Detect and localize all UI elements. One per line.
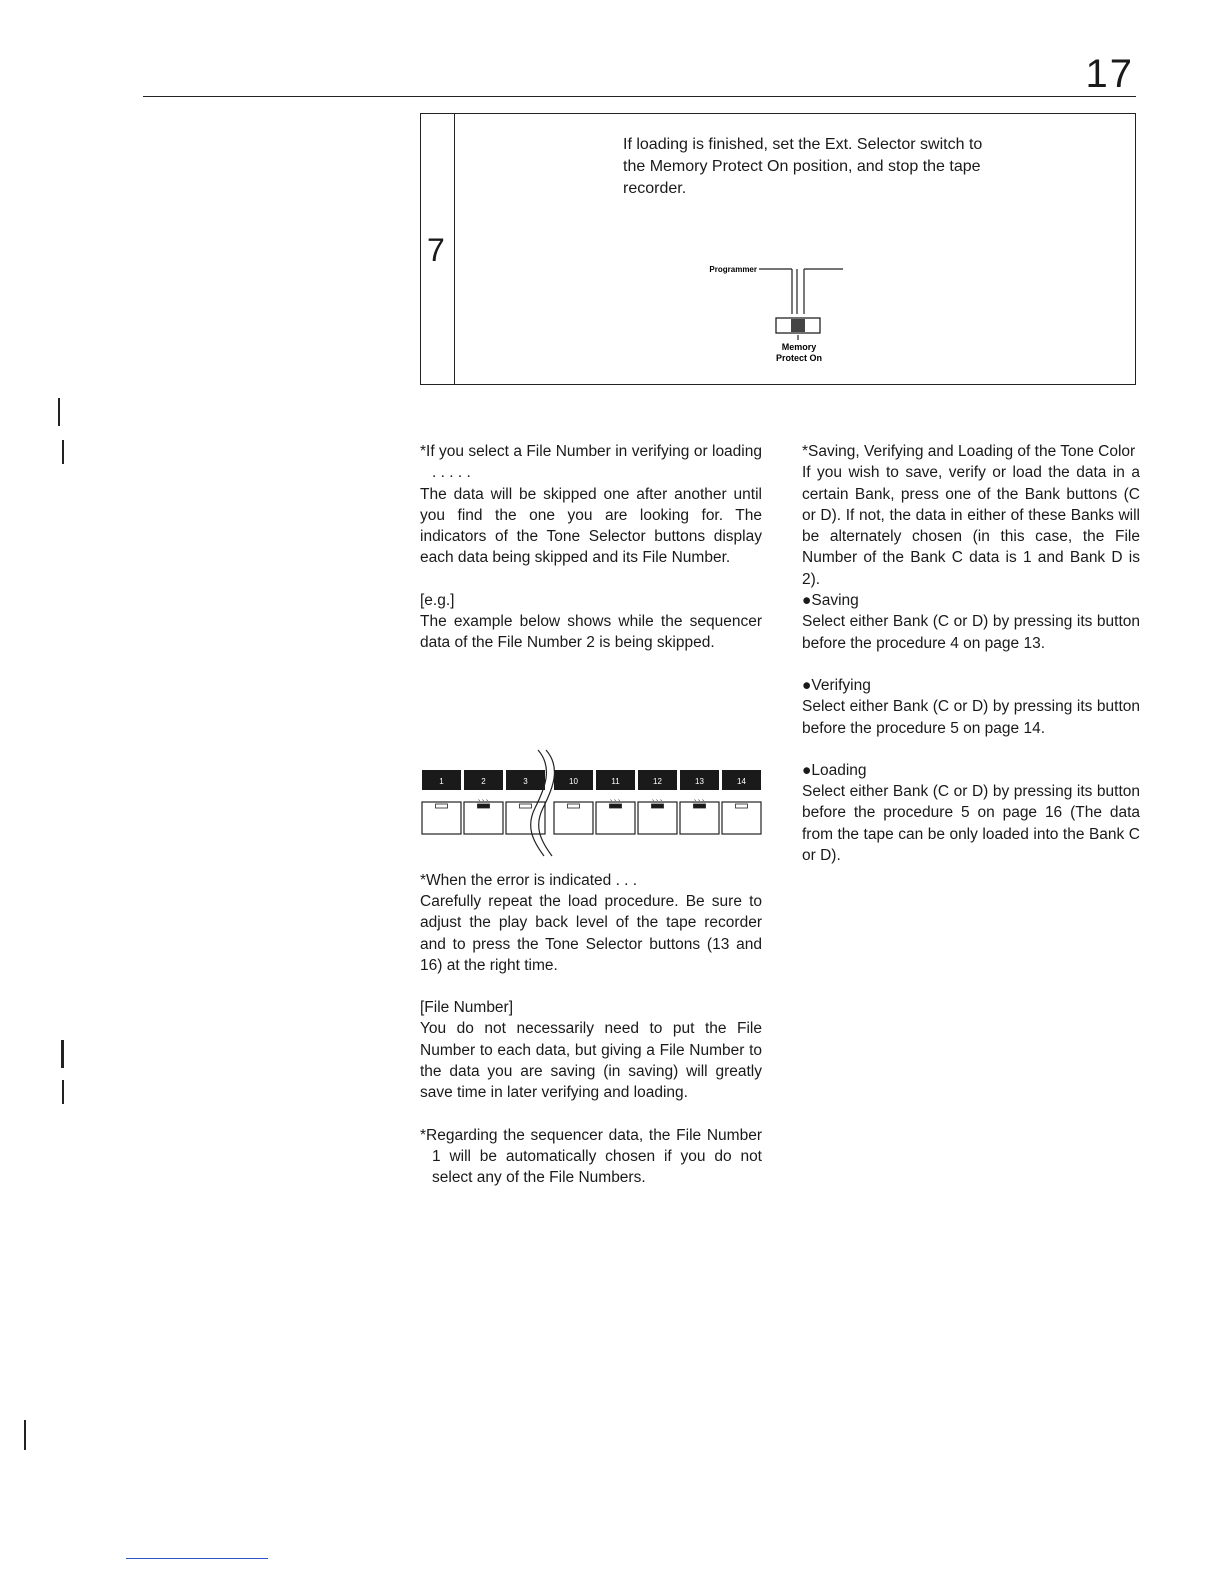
verifying-body: Select either Bank (C or D) by pressing its button before the procedure 5 on page 14. xyxy=(802,698,1140,737)
tone-selector-number: 14 xyxy=(737,777,746,786)
saving-title: ●Saving xyxy=(802,592,859,610)
page-number: 17 xyxy=(1085,52,1134,96)
memory-protect-switch-figure xyxy=(701,256,881,366)
margin-mark xyxy=(62,440,64,464)
footer-rule xyxy=(126,1558,268,1559)
file-number-body: You do not necessarily need to put the File Number to each data, but giving a File Number to the data you are saving (in saving) will greatly save time in later verifying and loading. xyxy=(420,1020,762,1102)
example-body: The example below shows while the sequencer data of the File Number 2 is being skipped. xyxy=(420,613,762,652)
tone-selector-number: 3 xyxy=(523,777,528,786)
tone-selector-figure xyxy=(420,748,765,858)
spacer xyxy=(802,654,1140,675)
margin-mark xyxy=(24,1420,26,1450)
step-text: If loading is finished, set the Ext. Selector switch to the Memory Protect On position, and stop the tape recorder. xyxy=(623,136,983,197)
tone-selector-number: 1 xyxy=(439,777,444,786)
spacer xyxy=(420,976,762,997)
spacer xyxy=(802,739,1140,760)
step-box xyxy=(420,113,1136,385)
memory-label: Memory xyxy=(781,342,817,352)
right-column xyxy=(802,441,1140,866)
tone-color-body: If you wish to save, verify or load the data in a certain Bank, press one of the Bank buttons (C or D). If not, the data in either of these Banks will be alternately chosen (in this case, the File Number of the Bank C data is 1 and Bank D is 2). xyxy=(802,464,1140,588)
tone-selector-led xyxy=(694,804,706,808)
led-blink-icon: ˎˎˎ xyxy=(693,792,706,801)
spacer xyxy=(420,1104,762,1125)
tone-selector-led xyxy=(520,804,532,808)
tone-selector-led xyxy=(568,804,580,808)
file-number-note-body: The data will be skipped one after another until you find the one you are looking for. The indicators of the Tone Selector buttons display each data being skipped and its File Number. xyxy=(420,485,762,567)
margin-mark xyxy=(61,1040,64,1068)
margin-mark xyxy=(58,398,60,426)
step-number: 7 xyxy=(427,232,445,268)
tone-selector-number: 2 xyxy=(481,777,486,786)
spacer xyxy=(420,569,762,590)
protect-on-label: Protect On xyxy=(775,353,823,363)
tone-selector-number: 13 xyxy=(695,777,704,786)
led-blink-icon: ˎˎˎ xyxy=(477,792,490,801)
tone-selector-number: 11 xyxy=(611,777,620,786)
tone-selector-led xyxy=(436,804,448,808)
tone-selector-number: 12 xyxy=(653,777,662,786)
tone-color-title: *Saving, Verifying and Loading of the Tone Color xyxy=(802,443,1136,460)
file-number-note-title: *If you select a File Number in verifying or loading . . . . . xyxy=(420,443,762,482)
tone-selector-led xyxy=(478,804,490,808)
loading-title: ●Loading xyxy=(802,761,867,779)
file-number-heading: [File Number] xyxy=(420,999,514,1017)
loading-body: Select either Bank (C or D) by pressing its button before the procedure 5 on page 16 (The data from the tape can be only loaded into the Bank C or D). xyxy=(802,783,1140,865)
verifying-title: ●Verifying xyxy=(802,676,871,694)
sequencer-note: *Regarding the sequencer data, the File Number 1 will be automatically chosen if you do not select any of the File Numbers. xyxy=(420,1126,762,1187)
tone-selector-led xyxy=(610,804,622,808)
example-label: [e.g.] xyxy=(420,591,455,609)
programmer-label: Programmer xyxy=(709,265,757,274)
led-blink-icon: ˎˎˎ xyxy=(651,792,664,801)
step-divider xyxy=(454,114,455,384)
saving-body: Select either Bank (C or D) by pressing its button before the procedure 4 on page 13. xyxy=(802,613,1140,652)
led-blink-icon: ˎˎˎ xyxy=(609,792,622,801)
margin-mark xyxy=(62,1080,64,1104)
error-body: Carefully repeat the load procedure. Be sure to adjust the play back level of the tape recorder and to press the Tone Selector buttons (13 and 16) at the right time. xyxy=(420,892,762,974)
header-rule xyxy=(143,96,1136,97)
switch-knob xyxy=(791,319,805,332)
tone-selector-number: 10 xyxy=(569,777,578,786)
tone-selector-led xyxy=(652,804,664,808)
tone-selector-led xyxy=(736,804,748,808)
error-title: *When the error is indicated . . . xyxy=(420,871,638,889)
